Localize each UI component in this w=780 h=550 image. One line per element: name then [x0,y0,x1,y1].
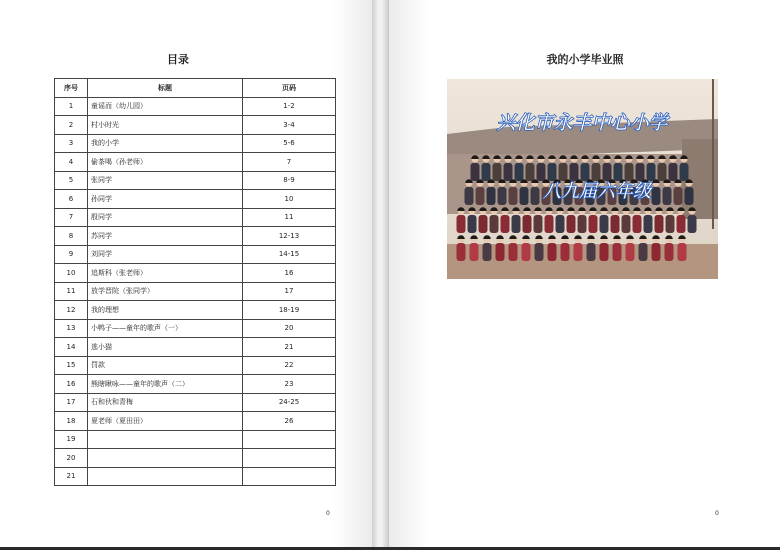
toc-row [55,338,336,357]
toc-row-number: 13 [55,319,88,338]
toc-row-page: 21 [243,338,336,357]
toc-row-title: 小鸭子——童年的歌声（一） [88,319,243,338]
toc-row-title: 我的理想 [88,301,243,320]
toc-row-page: 3-4 [243,116,336,135]
left-page [0,0,373,547]
toc-row-number: 12 [55,301,88,320]
toc-row-page: 8-9 [243,171,336,190]
graduation-photo [447,79,718,279]
toc-row [55,116,336,135]
toc-row-number: 11 [55,282,88,301]
toc-row-page [243,430,336,449]
photo-image [447,79,718,279]
page-shadow [332,0,372,547]
toc-row-number: 9 [55,245,88,264]
toc-title: 目录 [167,53,189,66]
toc-row-page: 7 [243,153,336,172]
toc-row-title: 村小时光 [88,116,243,135]
toc-body [55,97,336,486]
toc-row [55,430,336,449]
toc-row-title: 罚款 [88,356,243,375]
toc-row-title: 我的小学 [88,134,243,153]
toc-row-title: 夏老师（夏田田） [88,412,243,431]
toc-row [55,208,336,227]
toc-row-title: 逃小猫 [88,338,243,357]
header-title: 标题 [88,79,243,98]
toc-row-title [88,430,243,449]
toc-row-page: 18-19 [243,301,336,320]
toc-table [54,78,336,486]
toc-row-number: 1 [55,97,88,116]
book-gutter [372,0,388,547]
toc-row-title: 孙同学 [88,190,243,209]
toc-row [55,356,336,375]
toc-row-page: 12-13 [243,227,336,246]
toc-row-title: 石和伙和青梅 [88,393,243,412]
toc-row-page: 10 [243,190,336,209]
toc-row [55,245,336,264]
toc-row-page: 24-25 [243,393,336,412]
header-no: 序号 [55,79,88,98]
toc-row [55,227,336,246]
toc-row-title: 熊瞎瞅咏——童年的歌声（二） [88,375,243,394]
toc-row [55,449,336,468]
page-number: 0 [326,510,330,517]
header-page: 页码 [243,79,336,98]
toc-row-number: 21 [55,467,88,486]
toc-row-number: 15 [55,356,88,375]
toc-row [55,467,336,486]
toc-row-number: 10 [55,264,88,283]
toc-row-page [243,467,336,486]
toc-row [55,412,336,431]
toc-row-page: 22 [243,356,336,375]
photo-title: 我的小学毕业照 [546,53,624,66]
toc-row-title: 童谣而（幼儿园） [88,97,243,116]
photo-caption-school: 兴化市永丰中心小学 [496,112,668,134]
toc-row-number: 2 [55,116,88,135]
toc-row [55,97,336,116]
toc-row-number: 5 [55,171,88,190]
toc-row [55,282,336,301]
toc-row-title [88,467,243,486]
toc-row-number: 3 [55,134,88,153]
toc-header-row [55,79,336,98]
page-number: 0 [715,510,719,517]
toc-row-title: 放学晋院（张同学） [88,282,243,301]
toc-row-number: 14 [55,338,88,357]
toc-row-number: 20 [55,449,88,468]
toc-row-page: 14-15 [243,245,336,264]
toc-row [55,134,336,153]
toc-row-number: 16 [55,375,88,394]
toc-row-number: 19 [55,430,88,449]
toc-row-page: 20 [243,319,336,338]
toc-row [55,190,336,209]
toc-row-title: 偷茶喝（孙老师） [88,153,243,172]
toc-row-page: 17 [243,282,336,301]
toc-row-number: 7 [55,208,88,227]
toc-row-number: 17 [55,393,88,412]
toc-row-page [243,449,336,468]
toc-row [55,393,336,412]
toc-row-title [88,449,243,468]
photo-caption-class: 八九届六年级 [543,181,651,202]
toc-row-number: 18 [55,412,88,431]
toc-row-page: 11 [243,208,336,227]
toc-row-page: 5-6 [243,134,336,153]
page-shadow [389,0,429,547]
toc-row-number: 4 [55,153,88,172]
toc-row-title: 刘同学 [88,245,243,264]
toc-row-title: 追斯科（张老师） [88,264,243,283]
toc-row-title: 殷同学 [88,208,243,227]
toc-row-page: 16 [243,264,336,283]
toc-row [55,301,336,320]
toc-row-title: 苏同学 [88,227,243,246]
toc-row-title: 张同学 [88,171,243,190]
toc-row-page: 23 [243,375,336,394]
right-page [388,0,780,547]
toc-row-number: 8 [55,227,88,246]
toc-row-page: 26 [243,412,336,431]
toc-row-number: 6 [55,190,88,209]
toc-row [55,171,336,190]
toc-row-page: 1-2 [243,97,336,116]
toc-row [55,153,336,172]
toc-row [55,319,336,338]
toc-row [55,264,336,283]
toc-row [55,375,336,394]
